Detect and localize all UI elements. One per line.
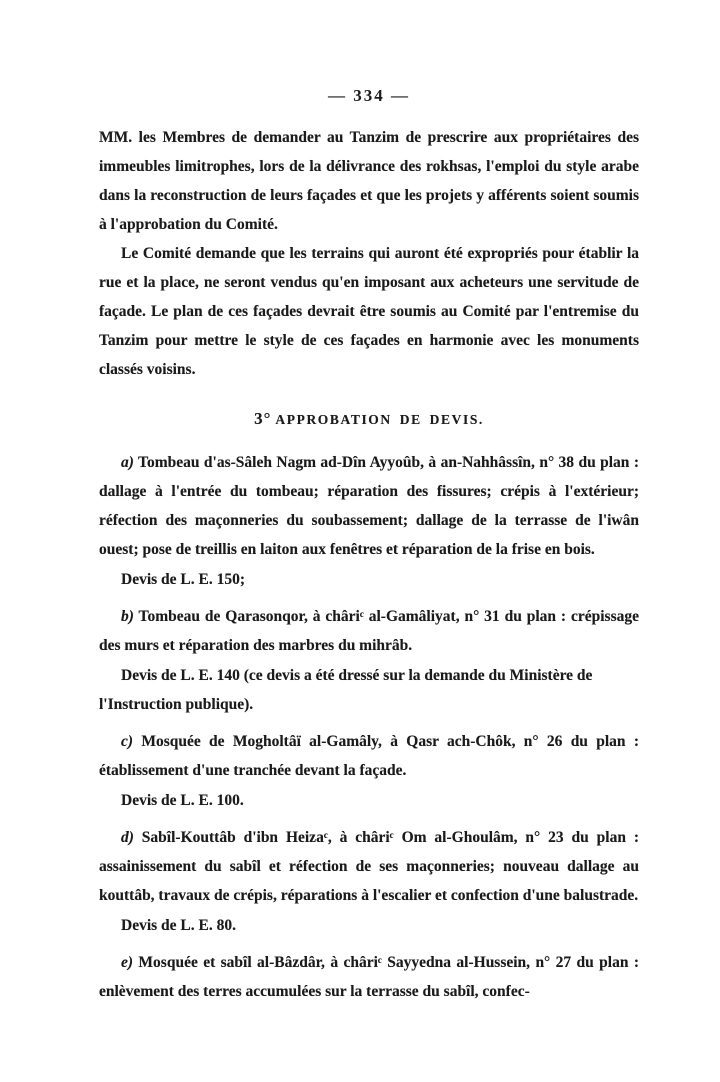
- item-c-devis: Devis de L. E. 100.: [121, 792, 244, 809]
- item-b: [99, 602, 639, 660]
- paragraph-comite: Le Comité demande que les terrains qui auront été expropriés pour établir la rue et la place, ne seront vendus qu'en imposant aux acheteurs une servitude de façade. Le plan de ces façades devrait être soumis au Comité par l'entremise du Tanzim pour mettre le style de ces façades en harmonie avec les monuments classés voisins.: [99, 245, 639, 378]
- item-a-devis: Devis de L. E. 150;: [121, 571, 245, 588]
- item-b-devis: Devis de L. E. 140 (ce devis a été dressé sur la demande du Ministère de l'Instruction publique).: [99, 667, 593, 713]
- page-number: — 334 —: [328, 86, 410, 105]
- item-a: [99, 448, 639, 564]
- item-c-letter: c): [121, 733, 134, 750]
- item-d: [99, 823, 639, 910]
- item-b-text: Tombeau de Qarasonqor, à châriᶜ al-Gamâliyat, n° 31 du plan : crépissage des murs et réparation des marbres du mihrâb.: [99, 608, 639, 654]
- section-heading: [99, 409, 639, 429]
- item-e-letter: e): [121, 954, 134, 971]
- item-d-devis: Devis de L. E. 80.: [121, 917, 236, 934]
- item-c: [99, 727, 639, 785]
- item-d-text: Sabîl-Kouttâb d'ibn Heizaᶜ, à châriᶜ Om al-Ghoulâm, n° 23 du plan : assainissement du sabîl et réfection de ses maçonneries; nouveau dallage au kouttâb, travaux de crépis, réparations à l'escalier et confection d'une balustrade.: [99, 829, 639, 904]
- item-e: [99, 948, 639, 1006]
- item-c-text: Mosquée de Mogholtâï al-Gamâly, à Qasr ach-Chôk, n° 26 du plan : établissement d'une tranchée devant la façade.: [99, 733, 639, 779]
- item-a-letter: a): [121, 454, 134, 471]
- section-number: 3°: [254, 409, 272, 428]
- item-e-text: Mosquée et sabîl al-Bâzdâr, à châriᶜ Sayyedna al-Hussein, n° 27 du plan : enlèvement des terres accumulées sur la terrasse du sabîl, confec-: [99, 954, 639, 1000]
- item-a-text: Tombeau d'as-Sâleh Nagm ad-Dîn Ayyoûb, à an-Nahhâssîn, n° 38 du plan : dallage à l'entrée du tombeau; réparation des fissures; crépis à l'extérieur; réfection des maçonneries du soubassement; dallage de la terrasse de l'iwân ouest; pose de treillis en laiton aux fenêtres et réparation de la frise en bois.: [99, 454, 639, 558]
- section-title: APPROBATION DE DEVIS.: [275, 412, 484, 427]
- item-b-letter: b): [121, 608, 134, 625]
- paragraph-tanzim: MM. les Membres de demander au Tanzim de prescrire aux propriétaires des immeubles limitrophes, lors de la délivrance des rokhsas, l'emploi du style arabe dans la reconstruction de leurs façades et que les projets y afférents soient soumis à l'approbation du Comité.: [99, 129, 639, 233]
- item-d-letter: d): [121, 829, 134, 846]
